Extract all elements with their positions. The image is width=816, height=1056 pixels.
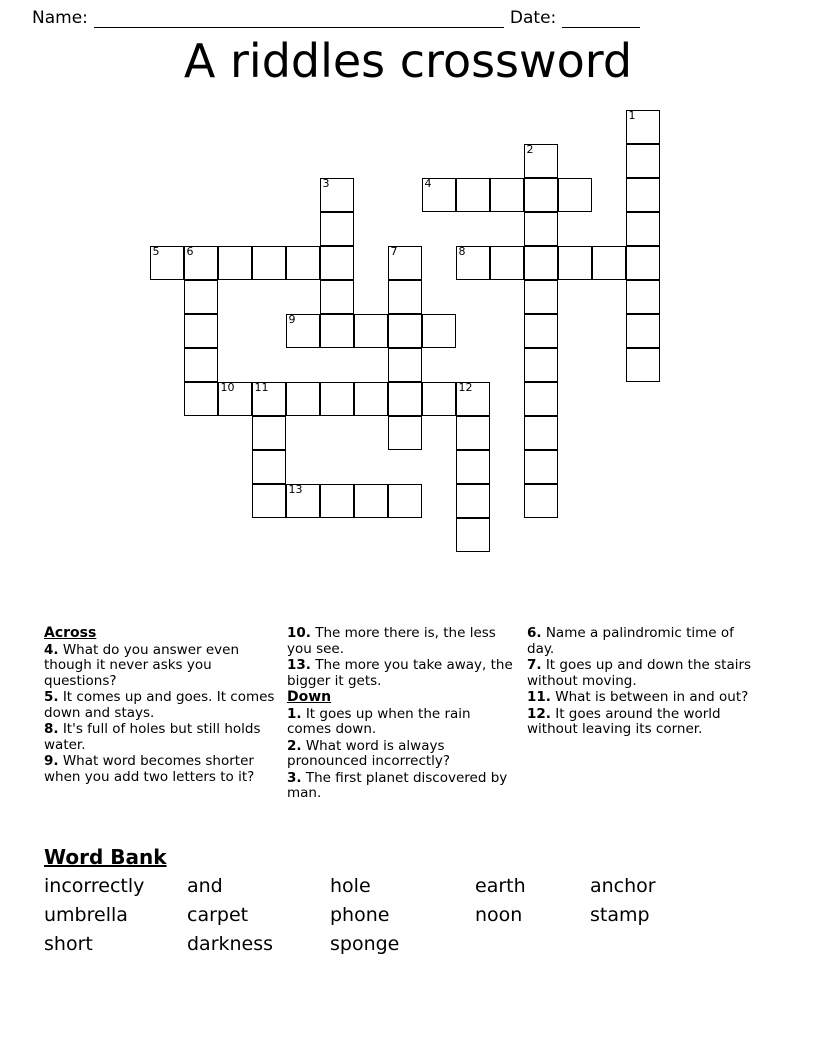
crossword-cell[interactable] — [524, 382, 558, 416]
cell-number-11: 11 — [254, 381, 269, 394]
crossword-cell[interactable] — [558, 178, 592, 212]
wordbank-word[interactable]: sponge — [330, 933, 400, 955]
crossword-cell[interactable] — [354, 382, 388, 416]
crossword-cell[interactable] — [218, 382, 252, 416]
clue-across-10[interactable] — [287, 626, 515, 657]
cell-number-9: 9 — [288, 313, 296, 326]
crossword-cell[interactable] — [524, 212, 558, 246]
crossword-cell[interactable] — [286, 246, 320, 280]
crossword-cell[interactable] — [626, 246, 660, 280]
clue-text: What is between in and out? — [555, 689, 749, 705]
crossword-cell[interactable] — [286, 382, 320, 416]
clue-text: It comes up and goes. It comes down and stays. — [44, 689, 275, 721]
crossword-cell[interactable] — [286, 484, 320, 518]
crossword-cell[interactable] — [626, 314, 660, 348]
date-label: Date: — [509, 8, 557, 28]
wordbank-heading: Word Bank — [44, 845, 167, 869]
crossword-cell[interactable] — [626, 178, 660, 212]
crossword-cell[interactable] — [524, 416, 558, 450]
wordbank-word[interactable]: and — [187, 875, 223, 897]
crossword-cell[interactable] — [524, 314, 558, 348]
clue-number: 13. — [287, 657, 311, 673]
clue-text: What do you answer even though it never asks you questions? — [44, 641, 240, 689]
cell-number-2: 2 — [526, 143, 534, 156]
page-title: A riddles crossword — [183, 34, 633, 88]
cell-number-3: 3 — [322, 177, 330, 190]
crossword-cell[interactable] — [320, 178, 354, 212]
crossword-cell[interactable] — [252, 246, 286, 280]
clue-down-11[interactable] — [527, 690, 760, 706]
crossword-cell[interactable] — [524, 144, 558, 178]
clue-across-5[interactable] — [44, 690, 275, 721]
crossword-cell[interactable] — [184, 348, 218, 382]
clue-text: It's full of holes but still holds water. — [44, 721, 261, 753]
clue-across-8[interactable] — [44, 722, 275, 753]
crossword-cell[interactable] — [252, 450, 286, 484]
wordbank-word[interactable]: darkness — [187, 933, 274, 955]
clue-number: 7. — [527, 657, 542, 673]
clue-down-1[interactable] — [287, 707, 515, 738]
crossword-cell[interactable] — [388, 314, 422, 348]
name-label: Name: — [32, 8, 88, 28]
crossword-cell[interactable] — [184, 382, 218, 416]
clue-number: 1. — [287, 705, 302, 722]
clue-number: 9. — [44, 753, 59, 769]
crossword-cell[interactable] — [626, 110, 660, 144]
clue-text: Name a palindromic time of day. — [527, 625, 734, 657]
clue-text: What word is always pronounced incorrectly? — [287, 737, 451, 769]
wordbank-word[interactable]: incorrectly — [44, 875, 145, 897]
clue-text: The more there is, the less you see. — [287, 625, 496, 657]
clue-number: 12. — [527, 705, 551, 722]
crossword-cell[interactable] — [252, 382, 286, 416]
crossword-cell[interactable] — [524, 348, 558, 382]
cell-number-10: 10 — [220, 381, 235, 394]
clue-text: It goes up when the rain comes down. — [287, 705, 471, 737]
clue-across-13[interactable] — [287, 658, 515, 689]
clue-number: 6. — [527, 625, 542, 641]
clue-number: 5. — [44, 689, 59, 705]
crossword-cell[interactable] — [354, 314, 388, 348]
clues-area — [44, 626, 772, 803]
crossword-cell[interactable] — [626, 144, 660, 178]
crossword-cell[interactable] — [456, 518, 490, 552]
clue-number: 3. — [287, 769, 302, 786]
crossword-cell[interactable] — [456, 484, 490, 518]
crossword-cell[interactable] — [320, 212, 354, 246]
crossword-cell[interactable] — [184, 280, 218, 314]
crossword-cell[interactable] — [184, 246, 218, 280]
cell-number-12: 12 — [458, 381, 473, 394]
wordbank-word[interactable]: umbrella — [44, 904, 128, 926]
wordbank-word[interactable]: noon — [475, 904, 523, 926]
crossword-cell[interactable] — [558, 246, 592, 280]
clue-column-1 — [44, 626, 287, 803]
crossword-cell[interactable] — [456, 246, 490, 280]
across-heading: Across — [44, 625, 97, 641]
crossword-cell[interactable] — [524, 246, 558, 280]
crossword-cell[interactable] — [388, 484, 422, 518]
crossword-cell[interactable] — [524, 450, 558, 484]
clue-text: The more you take away, the bigger it gets. — [287, 657, 513, 689]
clue-text: What word becomes shorter when you add two letters to it? — [44, 753, 255, 785]
crossword-cell[interactable] — [490, 178, 524, 212]
wordbank-word[interactable]: anchor — [590, 875, 656, 897]
crossword-cell[interactable] — [626, 280, 660, 314]
crossword-cell[interactable] — [388, 246, 422, 280]
cell-number-7: 7 — [390, 245, 398, 258]
crossword-cell[interactable] — [252, 416, 286, 450]
clue-text: It goes up and down the stairs without moving. — [527, 657, 752, 689]
crossword-cell[interactable] — [388, 280, 422, 314]
clue-down-12[interactable] — [527, 707, 760, 738]
clue-across-9[interactable] — [44, 754, 275, 785]
crossword-cell[interactable] — [320, 382, 354, 416]
crossword-cell[interactable] — [218, 246, 252, 280]
cell-number-6: 6 — [186, 245, 194, 258]
crossword-cell[interactable] — [422, 178, 456, 212]
clue-down-3[interactable] — [287, 771, 515, 802]
clue-down-7[interactable] — [527, 658, 760, 689]
clue-column-2 — [287, 626, 527, 803]
wordbank-word[interactable]: carpet — [187, 904, 249, 926]
clue-text: The first planet discovered by man. — [287, 769, 508, 801]
wordbank-word[interactable]: phone — [330, 904, 390, 926]
crossword-cell[interactable] — [490, 246, 524, 280]
crossword-cell[interactable] — [524, 178, 558, 212]
wordbank-word[interactable]: stamp — [590, 904, 650, 926]
crossword-cell[interactable] — [456, 450, 490, 484]
crossword-cell[interactable] — [320, 484, 354, 518]
clue-number: 11. — [527, 689, 551, 705]
crossword-cell[interactable] — [524, 280, 558, 314]
cell-number-13: 13 — [288, 483, 303, 496]
cell-number-4: 4 — [424, 177, 432, 190]
crossword-cell[interactable] — [626, 348, 660, 382]
wordbank-word[interactable]: hole — [330, 875, 371, 897]
crossword-cell[interactable] — [592, 246, 626, 280]
crossword-cell[interactable] — [456, 416, 490, 450]
clue-number: 4. — [44, 641, 59, 658]
clue-column-3 — [527, 626, 772, 803]
clue-down-2[interactable] — [287, 739, 515, 770]
crossword-cell[interactable] — [422, 314, 456, 348]
crossword-cell[interactable] — [320, 314, 354, 348]
crossword-cell[interactable] — [456, 178, 490, 212]
down-heading: Down — [287, 689, 332, 705]
clue-text: It goes around the world without leaving its corner. — [527, 705, 721, 737]
wordbank-word[interactable]: earth — [475, 875, 526, 897]
clue-down-6[interactable] — [527, 626, 760, 657]
crossword-cell[interactable] — [252, 484, 286, 518]
clue-number: 2. — [287, 737, 302, 754]
crossword-cell[interactable] — [354, 484, 388, 518]
crossword-cell[interactable] — [286, 314, 320, 348]
wordbank-word[interactable]: short — [44, 933, 93, 955]
crossword-cell[interactable] — [626, 212, 660, 246]
crossword-cell[interactable] — [422, 382, 456, 416]
crossword-cell[interactable] — [388, 382, 422, 416]
crossword-cell[interactable] — [184, 314, 218, 348]
clue-across-4[interactable] — [44, 643, 275, 690]
cell-number-5: 5 — [152, 245, 160, 258]
cell-number-8: 8 — [458, 245, 466, 258]
crossword-cell[interactable] — [320, 280, 354, 314]
crossword-cell[interactable] — [388, 416, 422, 450]
cell-number-1: 1 — [628, 109, 636, 122]
clue-number: 10. — [287, 625, 311, 641]
crossword-cell[interactable] — [524, 484, 558, 518]
clue-number: 8. — [44, 721, 59, 737]
crossword-cell[interactable] — [456, 382, 490, 416]
crossword-cell[interactable] — [388, 348, 422, 382]
crossword-cell[interactable] — [320, 246, 354, 280]
wordbank-list — [44, 872, 744, 959]
crossword-cell[interactable] — [150, 246, 184, 280]
